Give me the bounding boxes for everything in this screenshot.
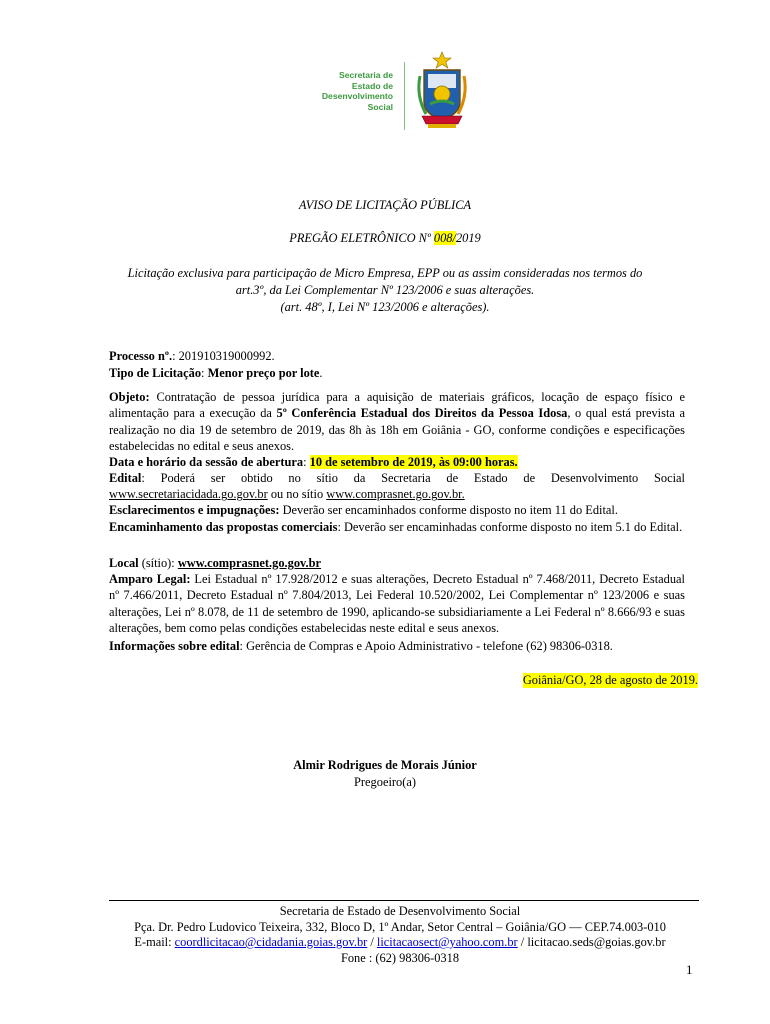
logo-divider [404, 62, 405, 130]
edital-link-1[interactable]: www.secretariacidada.go.gov.br [109, 487, 268, 502]
footer-emails [80, 935, 720, 951]
notice-title: AVISO DE LICITAÇÃO PÚBLICA [298, 198, 472, 212]
email-sep-2: / licitacao.seds@goias.gov.br [517, 935, 666, 949]
tipo-sep: : [201, 366, 208, 380]
email-link-2[interactable]: licitacaosect@yahoo.com.br [376, 935, 518, 949]
description-block [100, 265, 670, 316]
footer-divider [109, 900, 699, 901]
enc-text: : Deverão ser encaminhadas conforme disposto no item 5.1 do Edital. [337, 520, 683, 534]
escl-text: Deverão ser encaminhados conforme disposto no item 11 do Edital. [279, 503, 618, 517]
informacoes-line [109, 638, 685, 654]
enc-label: Encaminhamento das propostas comerciais [109, 520, 338, 534]
edital-mid: ou no sítio [267, 487, 327, 502]
signatory-role: Pregoeiro(a) [354, 775, 416, 789]
org-line-1: Secretaria de [339, 70, 393, 80]
tipo-line [109, 365, 685, 381]
email-prefix: E-mail: [134, 935, 175, 949]
date-location: Goiânia/GO, 28 de agosto de 2019. [522, 673, 698, 687]
description-line-2: art.3º, da Lei Complementar Nº 123/2006 e suas alterações. [235, 283, 535, 297]
footer-phone: Fone : (62) 98306-0318 [340, 950, 460, 965]
local-label: Local [109, 556, 139, 570]
escl-label: Esclarecimentos e impugnações: [109, 503, 280, 517]
pregao-number: 008/ [433, 231, 456, 245]
processo-line [109, 348, 685, 364]
local-line [109, 555, 685, 571]
processo-label: Processo nº. [109, 349, 173, 363]
objeto-text-2: , o qual está prevista a realização no dia 19 de setembro de 2019, das 8h às 18h em Goiânia - GO, conforme condições e especificações estabelecidas no edital e seus anexos. [109, 406, 685, 454]
objeto-paragraph [109, 389, 685, 455]
pregao-prefix: PREGÃO ELETRÔNICO Nº [289, 231, 434, 245]
edital-label: Edital [109, 471, 142, 485]
goias-coat-of-arms-icon [414, 50, 470, 132]
amparo-label: Amparo Legal: [109, 572, 191, 586]
description-line-3: (art. 48º, I, Lei Nº 123/2006 e alterações). [280, 300, 490, 314]
data-line [109, 454, 685, 470]
footer-org: Secretaria de Estado de Desenvolvimento Social [279, 904, 521, 918]
org-line-4: Social [367, 101, 393, 112]
objeto-event: 5º Conferência Estadual dos Direitos da Pessoa Idosa [276, 406, 568, 421]
data-sep: : [303, 455, 310, 469]
description-line-1: Licitação exclusiva para participação de Micro Empresa, EPP ou as assim consideradas nos termos do [127, 266, 643, 280]
amparo-text: Lei Estadual nº 17.928/2012 e suas alterações, Decreto Estadual nº 7.468/2011, Decreto Estadual nº 7.466/2011, Decreto Estadual nº 7.804/2013, Lei Federal 10.520/2002, Lei Complementar nº 123/2006 e suas alterações, Lei nº 8.078, de 11 de setembro de 1990, aplicando-se subsidiariamente a Lei Federal nº 8.666/93 e suas alterações, bem como pelas condições estabelecidas neste edital e seus anexos. [109, 572, 685, 636]
info-text: : Gerência de Compras e Apoio Administrativo - telefone (62) 98306-0318. [239, 639, 613, 653]
data-label: Data e horário da sessão de abertura [109, 455, 304, 469]
pregao-line [100, 231, 670, 246]
objeto-text-1: Contratação de pessoa jurídica para a aquisição de materiais gráficos, locação de espaço físico e alimentação para a execução da [109, 390, 685, 421]
esclarecimentos-line [109, 502, 685, 518]
tipo-value: Menor preço por lote [207, 366, 320, 380]
footer-address: Pça. Dr. Pedro Ludovico Teixeira, 332, Bloco D, 1º Andar, Setor Central – Goiânia/GO — CEP.74.003-010 [134, 919, 666, 934]
edital-paragraph [109, 470, 685, 503]
email-sep-1: / [367, 935, 377, 949]
email-link-1[interactable]: coordlicitacao@cidadania.goias.gov.br [174, 935, 368, 949]
page-number: 1 [686, 962, 693, 977]
info-label: Informações sobre edital [109, 639, 240, 653]
org-logo-text [300, 70, 393, 112]
org-line-3: Desenvolvimento [321, 91, 393, 101]
org-line-2: Estado de [351, 80, 393, 91]
amparo-paragraph [109, 571, 685, 637]
signatory-name: Almir Rodrigues de Morais Júnior [293, 758, 477, 772]
local-text: (sítio): [138, 556, 178, 570]
objeto-label: Objeto: [109, 390, 150, 404]
edital-text: : Poderá ser obtido no sítio da Secretaria de Estado de Desenvolvimento Social [141, 471, 685, 485]
encaminhamento-paragraph [109, 519, 685, 535]
pregao-year: 2019 [455, 231, 481, 245]
edital-link-2[interactable]: www.comprasnet.go.gov.br. [326, 487, 465, 502]
processo-value: : 201910319000992. [172, 349, 275, 363]
tipo-end: . [319, 366, 323, 380]
data-value: 10 de setembro de 2019, às 09:00 horas. [309, 455, 518, 469]
tipo-label: Tipo de Licitação [109, 366, 202, 380]
local-link[interactable]: www.comprasnet.go.gov.br [177, 556, 322, 570]
